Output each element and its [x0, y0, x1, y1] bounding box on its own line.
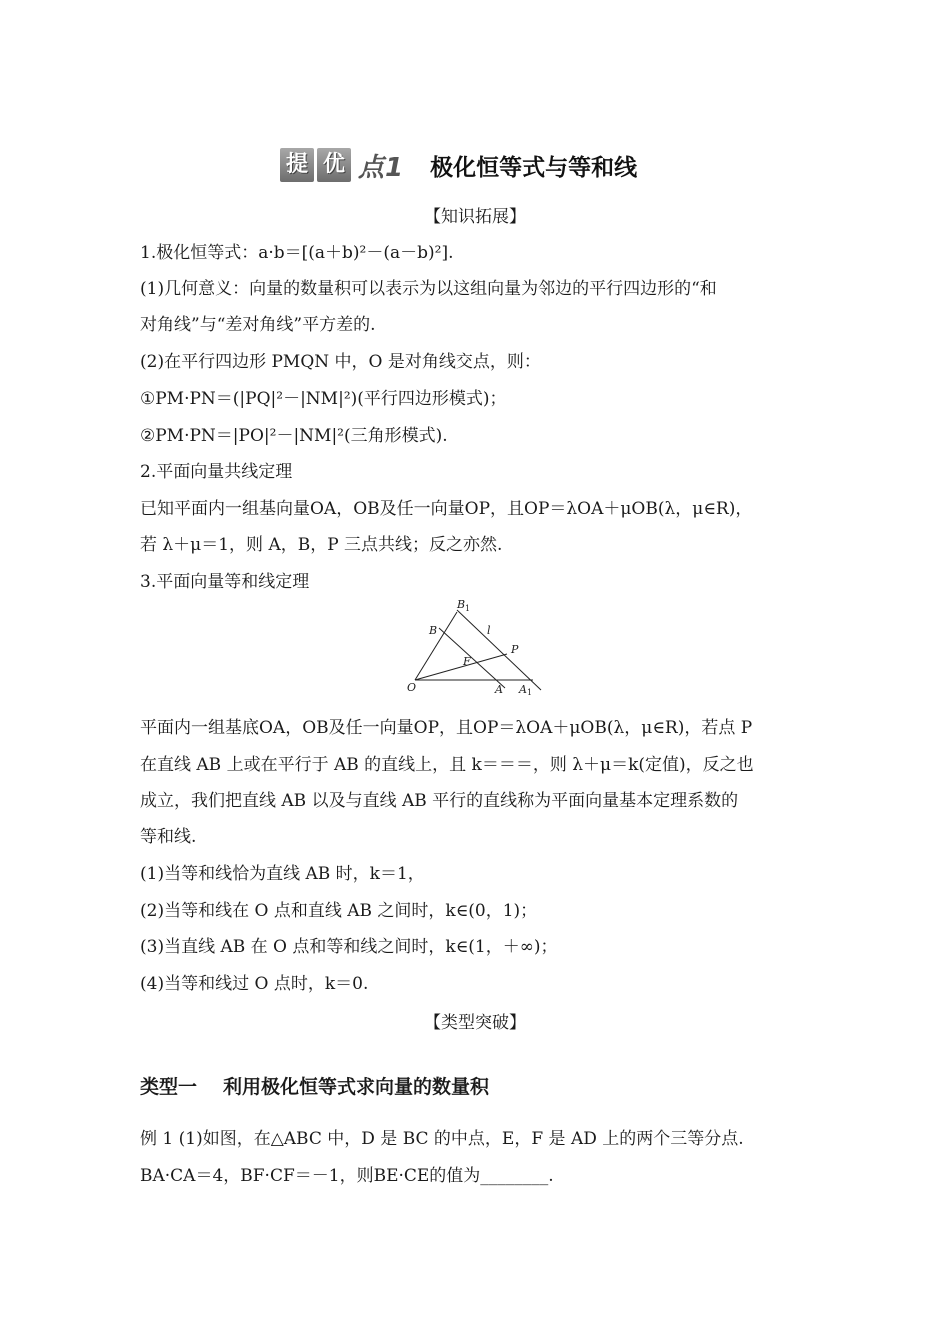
- body-line: 2.平面向量共线定理: [140, 462, 293, 482]
- page-title: 极化恒等式与等和线: [430, 154, 638, 181]
- body-line: 成立，我们把直线 AB 以及与直线 AB 平行的直线称为平面向量基本定理系数的: [140, 791, 739, 811]
- type-one-title: 利用极化恒等式求向量的数量积: [223, 1076, 490, 1098]
- label-F: F: [463, 655, 471, 668]
- label-B: B: [429, 624, 438, 637]
- label-O: O: [407, 681, 417, 694]
- badge-point: 点1: [358, 152, 405, 183]
- body-line: 对角线”与“差对角线”平方差的.: [140, 315, 376, 335]
- section-types: 【类型突破】: [424, 1013, 526, 1033]
- label-B1: B: [457, 598, 466, 611]
- title-row: [280, 143, 637, 187]
- equal-sum-line-figure: [405, 598, 555, 698]
- label-B1-sub: 1: [465, 604, 471, 613]
- label-P: P: [511, 643, 519, 656]
- body-line: 1.极化恒等式：a·b＝[(a＋b)²－(a－b)²].: [140, 243, 454, 263]
- body-line: 已知平面内一组基向量OA，OB及任一向量OP，且OP＝λOA＋μOB(λ，μ∈R)，: [140, 499, 753, 519]
- body-line: 等和线.: [140, 827, 197, 847]
- line-AB: [439, 628, 505, 688]
- body-line: (1)当等和线恰为直线 AB 时，k＝1，: [140, 864, 425, 884]
- type-one-heading: [140, 1072, 489, 1099]
- body-line: ①PM·PN＝(|PQ|²－|NM|²)(平行四边形模式)；: [140, 389, 507, 409]
- line-l: [457, 610, 541, 690]
- badge-char-2: 优: [317, 148, 351, 182]
- body-line: (3)当直线 AB 在 O 点和等和线之间时，k∈(1，＋∞)；: [140, 937, 558, 957]
- body-line: (2)当等和线在 O 点和直线 AB 之间时，k∈(0，1)；: [140, 901, 538, 921]
- section-knowledge: 【知识拓展】: [424, 207, 526, 227]
- badge-char-1: 提: [280, 148, 314, 182]
- body-line: 平面内一组基底OA，OB及任一向量OP，且OP＝λOA＋μOB(λ，μ∈R)，若点 P: [140, 718, 753, 738]
- body-line: (1)几何意义：向量的数量积可以表示为以这组向量为邻边的平行四边形的“和: [140, 279, 717, 299]
- body-line: (2)在平行四边形 PMQN 中，O 是对角线交点，则：: [140, 352, 541, 372]
- type-one-label: 类型一: [140, 1076, 198, 1098]
- body-line: 若 λ＋μ＝1，则 A，B，P 三点共线；反之亦然.: [140, 535, 503, 555]
- label-A: A: [495, 683, 503, 696]
- body-line: 在直线 AB 上或在平行于 AB 的直线上，且 k＝＝＝，则 λ＋μ＝k(定值)，反之也: [140, 755, 754, 775]
- body-line: ②PM·PN＝|PO|²－|NM|²(三角形模式).: [140, 426, 448, 446]
- label-A1: A: [519, 683, 527, 696]
- label-l: l: [487, 624, 491, 637]
- body-line: 3.平面向量等和线定理: [140, 572, 310, 592]
- body-line: (4)当等和线过 O 点时，k＝0.: [140, 974, 369, 994]
- label-A1-sub: 1: [527, 688, 533, 697]
- example-line: BA·CA＝4，BF·CF＝－1，则BE·CE的值为________.: [140, 1166, 554, 1186]
- example-line: 例 1 (1)如图，在△ABC 中，D 是 BC 的中点，E，F 是 AD 上的两个三等分点.: [140, 1129, 744, 1149]
